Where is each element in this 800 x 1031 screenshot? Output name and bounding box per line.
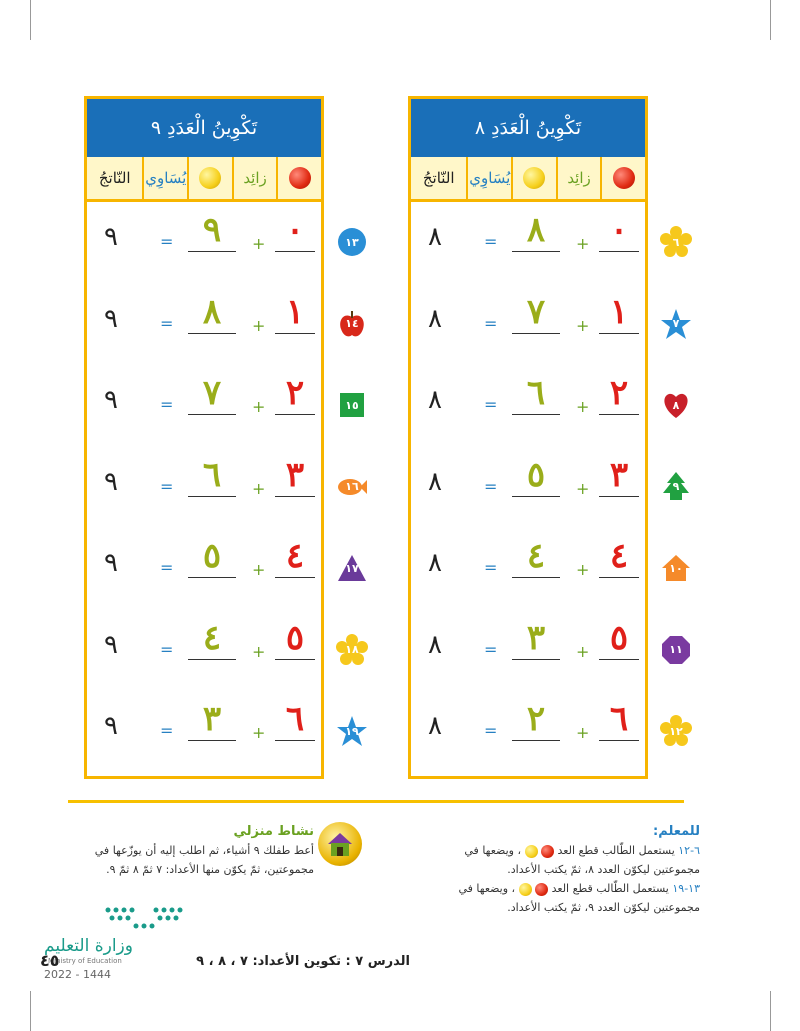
home-activity-line-1: أعط طفلك ٩ أشياء، ثم اطلب إليه أن يوزّعها في <box>94 844 314 857</box>
result-value: ٩ <box>104 711 118 741</box>
exercise-number: ١٨ <box>345 643 359 656</box>
addend-b-blank[interactable] <box>512 496 560 497</box>
addend-b-blank[interactable] <box>188 251 236 252</box>
plus-sign: + <box>252 397 266 416</box>
exercise-number: ٨ <box>672 398 680 412</box>
addend-b-answer: ٩ <box>202 210 222 250</box>
equals-sign: = <box>484 639 498 659</box>
equals-sign: = <box>484 721 498 740</box>
exercise-number-badge <box>660 634 692 666</box>
plus-sign: + <box>576 478 590 498</box>
result-value: ٩ <box>104 629 118 660</box>
red-counter-icon <box>289 167 311 189</box>
exercise-number-badge <box>336 308 368 340</box>
red-counter-icon <box>535 883 548 896</box>
legend-plus: زائِد <box>556 157 601 199</box>
result-value: ٩ <box>104 385 118 415</box>
addend-b-answer: ٢ <box>526 699 546 739</box>
legend-result: النّاتجُ <box>98 169 131 187</box>
addend-a-blank[interactable] <box>275 414 315 415</box>
teacher-line-2-cont: مجموعتين ليكوّن العدد ٩، ثمّ يكتب الأعداد. <box>507 901 700 914</box>
exercise-number: ١٧ <box>345 561 359 575</box>
addend-b-blank[interactable] <box>512 251 560 252</box>
section-divider <box>68 800 684 803</box>
plus-sign: + <box>576 723 590 742</box>
addend-a-blank[interactable] <box>275 496 315 497</box>
result-value: ٨ <box>428 303 442 334</box>
addend-a-blank[interactable] <box>275 740 315 741</box>
addend-a-blank[interactable] <box>275 333 315 334</box>
addend-b-answer: ٨ <box>526 210 546 250</box>
addend-b-blank[interactable] <box>512 333 560 334</box>
edition-year: 2022 - 1444 <box>44 968 111 981</box>
red-counter-icon <box>613 167 635 189</box>
legend-yellow-dot <box>511 157 556 199</box>
exercise-number-badge <box>660 471 692 503</box>
equals-sign: = <box>160 639 174 659</box>
equals-sign: = <box>484 476 498 496</box>
addend-b-answer: ٧ <box>202 373 222 413</box>
addend-a-blank[interactable] <box>599 251 639 252</box>
addend-a-blank[interactable] <box>599 577 639 578</box>
yellow-counter-icon <box>199 167 221 189</box>
exercise-number: ١٦ <box>345 480 359 493</box>
addend-b-blank[interactable] <box>512 414 560 415</box>
legend-result: النّاتجُ <box>422 169 455 187</box>
addend-a-blank[interactable] <box>599 414 639 415</box>
legend-plus: زائِد <box>232 157 277 199</box>
addend-b-answer: ٦ <box>526 373 546 413</box>
exercise-number-badge <box>336 471 368 503</box>
crop-mark <box>770 991 771 1031</box>
addend-b-answer: ٥ <box>202 536 222 576</box>
addend-a-blank[interactable] <box>599 740 639 741</box>
addend-a-answer: ٦ <box>609 699 629 739</box>
addend-a-answer: ١ <box>609 291 629 332</box>
exercise-number: ٩ <box>672 480 680 493</box>
addend-a-answer: ٢ <box>609 373 629 413</box>
addend-b-answer: ٨ <box>202 291 222 332</box>
addend-b-answer: ٦ <box>202 454 222 495</box>
crop-mark <box>770 0 771 40</box>
exercise-number-badge <box>336 715 368 747</box>
teacher-line-1: ٦-١٢ يستعمل الطّالب قطع العد ، ويضعها في <box>464 844 700 857</box>
equals-sign: = <box>160 558 174 577</box>
crop-mark <box>30 991 31 1031</box>
legend-yellow-dot <box>187 157 232 199</box>
legend-red-dot <box>276 157 321 199</box>
addend-a-blank[interactable] <box>275 251 315 252</box>
crop-mark <box>30 0 31 40</box>
exercise-number: ١٠ <box>669 561 683 575</box>
equals-sign: = <box>484 313 498 333</box>
result-value: ٩ <box>104 303 118 334</box>
addend-b-blank[interactable] <box>188 740 236 741</box>
ministry-name-ar: وزارة التعليم <box>44 936 133 956</box>
teacher-line-2: ١٣-١٩ يستعمل الطّالب قطع العد ، ويضعها في <box>458 882 700 895</box>
result-value: ٨ <box>428 629 442 660</box>
exercise-number-badge <box>660 308 692 340</box>
result-value: ٩ <box>104 466 118 497</box>
exercise-number-badge <box>660 715 692 747</box>
home-activity-line-2: مجموعتين، ثمّ يكوّن منها الأعداد: ٧ ثمّ ٨ ثمّ ٩. <box>106 863 314 876</box>
plus-sign: + <box>252 723 266 742</box>
panel-number-9 <box>84 96 324 779</box>
addend-a-blank[interactable] <box>275 577 315 578</box>
addend-a-answer: ٢ <box>285 373 305 413</box>
result-value: ٨ <box>428 466 442 497</box>
legend-red-dot <box>600 157 645 199</box>
home-activity <box>84 822 314 879</box>
equals-sign: = <box>484 232 498 251</box>
addend-a-blank[interactable] <box>599 496 639 497</box>
ministry-logo <box>100 902 190 934</box>
addend-b-blank[interactable] <box>188 496 236 497</box>
teacher-heading: للمعلم: <box>653 824 700 839</box>
plus-sign: + <box>576 315 590 335</box>
equals-sign: = <box>160 313 174 333</box>
plus-sign: + <box>252 560 266 579</box>
plus-sign: + <box>252 315 266 335</box>
equals-sign: = <box>160 721 174 740</box>
page-number: ٤٥ <box>40 951 60 970</box>
exercise-number-badge <box>336 634 368 666</box>
addend-a-answer: ٦ <box>285 699 305 739</box>
legend-bar <box>411 157 645 202</box>
exercise-number: ١٤ <box>345 317 359 330</box>
addend-b-answer: ٣ <box>202 699 222 739</box>
equals-sign: = <box>160 232 174 251</box>
result-value: ٩ <box>104 222 118 252</box>
plus-sign: + <box>252 234 266 253</box>
legend-equals: يُسَاوِي <box>142 157 187 199</box>
exercise-number: ١٥ <box>345 398 359 412</box>
plus-sign: + <box>576 234 590 253</box>
addend-a-blank[interactable] <box>275 659 315 660</box>
addend-a-answer: ٥ <box>609 617 629 658</box>
exercise-number: ١٣ <box>345 235 359 249</box>
addend-b-blank[interactable] <box>188 659 236 660</box>
addend-a-answer: ٤ <box>609 536 629 576</box>
addend-b-answer: ٥ <box>526 454 546 495</box>
exercise-number: ٧ <box>672 317 680 330</box>
addend-a-answer: ٤ <box>285 536 305 576</box>
addend-b-answer: ٤ <box>202 617 222 658</box>
teacher-notes <box>400 822 700 917</box>
addend-b-blank[interactable] <box>188 577 236 578</box>
ministry-name-en: Ministry of Education <box>48 957 122 965</box>
panel-title: تَكْوِينُ الْعَدَدِ ٩ <box>87 99 321 157</box>
result-value: ٨ <box>428 385 442 415</box>
addend-a-answer: ٠ <box>285 210 305 250</box>
addend-a-answer: ١ <box>285 291 305 332</box>
yellow-counter-icon <box>519 883 532 896</box>
addend-b-answer: ٧ <box>526 291 546 332</box>
yellow-counter-icon <box>525 845 538 858</box>
exercise-number: ٦ <box>672 235 680 249</box>
addend-b-blank[interactable] <box>512 740 560 741</box>
addend-a-blank[interactable] <box>599 333 639 334</box>
exercise-number-badge <box>336 389 368 421</box>
exercise-number-badge <box>336 226 368 258</box>
result-value: ٨ <box>428 711 442 741</box>
plus-sign: + <box>252 478 266 498</box>
result-value: ٩ <box>104 548 118 578</box>
plus-sign: + <box>576 397 590 416</box>
exercise-number-badge <box>336 552 368 584</box>
exercise-number-badge <box>660 389 692 421</box>
addend-a-answer: ٣ <box>285 454 305 495</box>
addend-b-blank[interactable] <box>188 414 236 415</box>
addend-a-answer: ٣ <box>609 454 629 495</box>
home-activity-title: نشاط منزلي <box>233 824 314 839</box>
addend-b-blank[interactable] <box>512 659 560 660</box>
panel-title: تَكْوِينُ الْعَدَدِ ٨ <box>411 99 645 157</box>
legend-bar <box>87 157 321 202</box>
exercise-number-badge <box>660 226 692 258</box>
exercise-number: ١١ <box>669 643 683 656</box>
legend-equals: يُسَاوِي <box>466 157 511 199</box>
equals-sign: = <box>484 558 498 577</box>
addend-b-blank[interactable] <box>512 577 560 578</box>
result-value: ٨ <box>428 548 442 578</box>
addend-b-blank[interactable] <box>188 333 236 334</box>
addend-b-answer: ٣ <box>526 617 546 658</box>
result-value: ٨ <box>428 222 442 252</box>
exercise-number: ١٢ <box>669 724 683 738</box>
plus-sign: + <box>252 641 266 661</box>
home-activity-icon <box>318 822 362 866</box>
equals-sign: = <box>160 476 174 496</box>
addend-a-blank[interactable] <box>599 659 639 660</box>
lesson-title: الدرس ٧ : تكوين الأعداد: ٧ ، ٨ ، ٩ <box>196 954 410 969</box>
panel-number-8 <box>408 96 648 779</box>
addend-a-answer: ٠ <box>609 210 629 250</box>
plus-sign: + <box>576 560 590 579</box>
exercise-number-badge <box>660 552 692 584</box>
addend-a-answer: ٥ <box>285 617 305 658</box>
plus-sign: + <box>576 641 590 661</box>
addend-b-answer: ٤ <box>526 536 546 576</box>
red-counter-icon <box>541 845 554 858</box>
exercise-number: ١٩ <box>345 724 359 738</box>
equals-sign: = <box>484 395 498 414</box>
equals-sign: = <box>160 395 174 414</box>
teacher-line-1-cont: مجموعتين ليكوّن العدد ٨، ثمّ يكتب الأعداد. <box>507 863 700 876</box>
yellow-counter-icon <box>523 167 545 189</box>
